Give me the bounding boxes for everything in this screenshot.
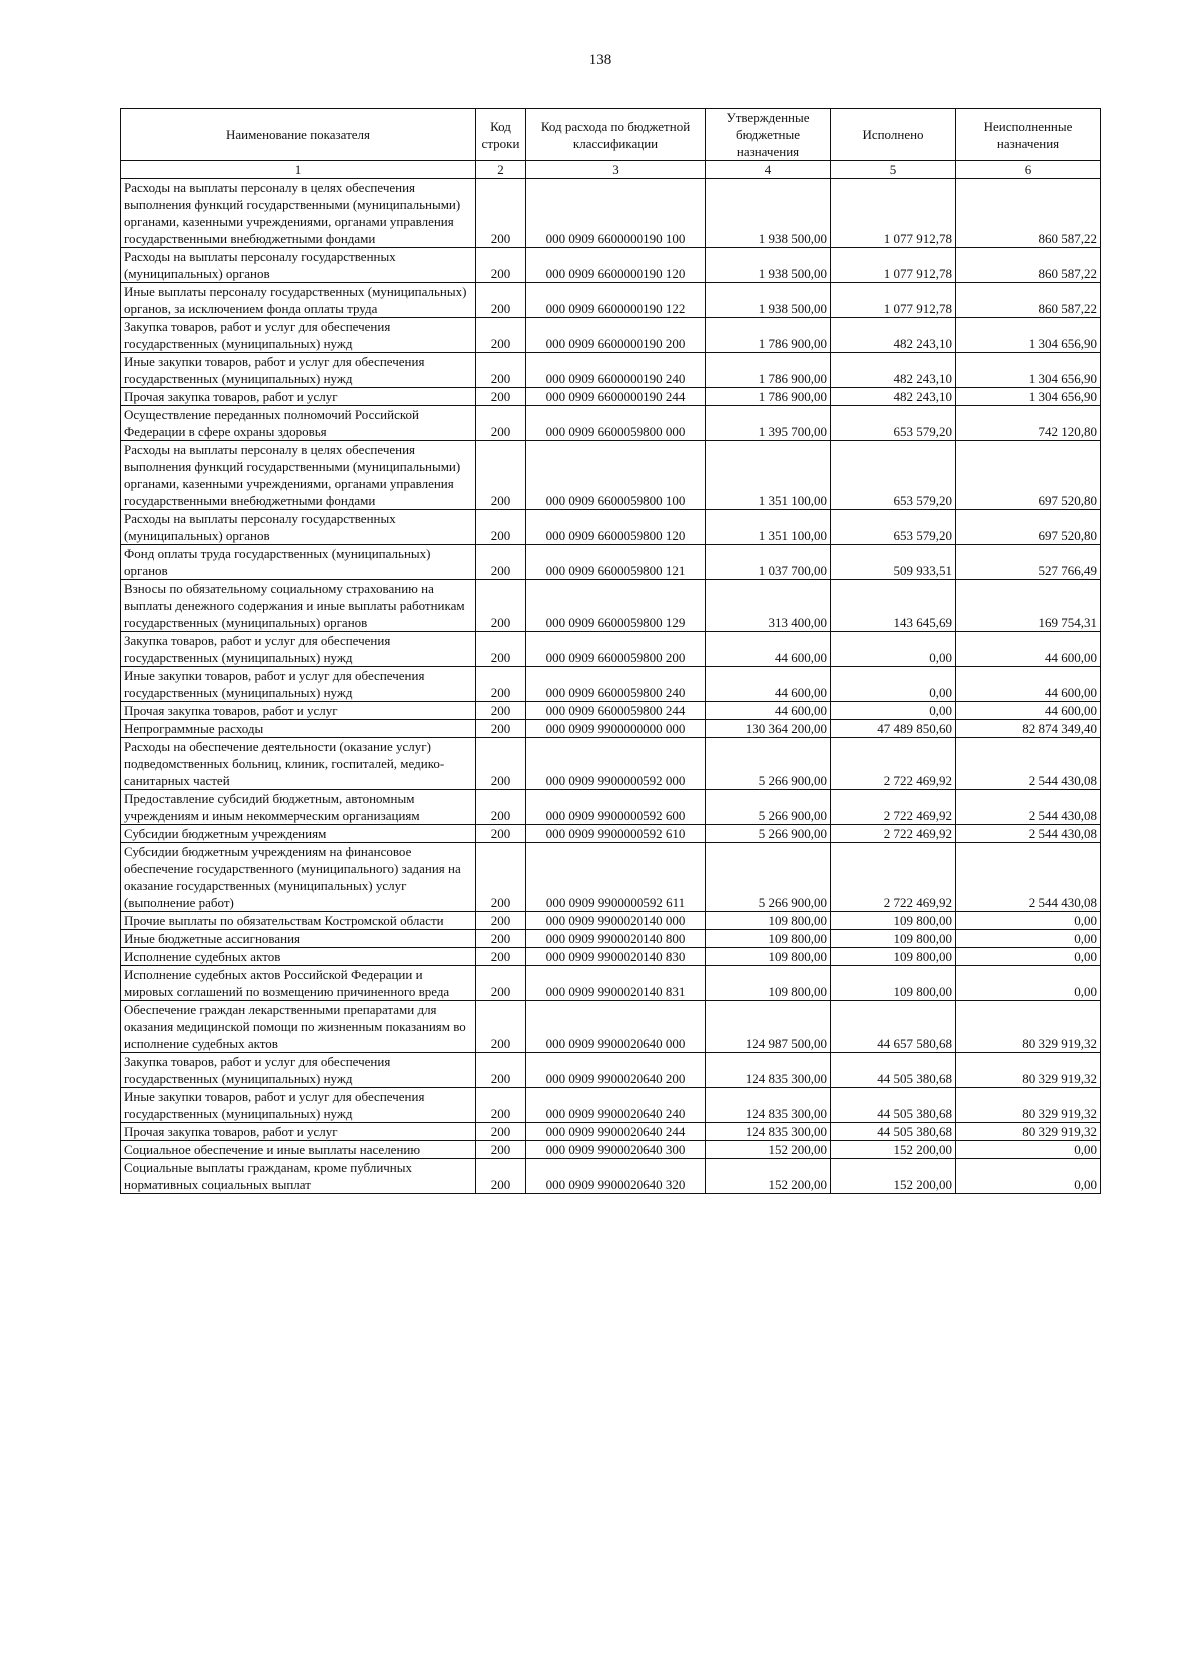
row-code: 200 xyxy=(476,702,526,720)
row-code: 200 xyxy=(476,388,526,406)
row-approved: 124 835 300,00 xyxy=(706,1123,831,1141)
row-name: Расходы на выплаты персоналу в целях обеспечения выполнения функций государственными (муниципальными) органами, казенными учреждениями, органами управления государственными внебюджетными фондами xyxy=(121,441,476,510)
row-name: Закупка товаров, работ и услуг для обеспечения государственных (муниципальных) нужд xyxy=(121,1053,476,1088)
table-row xyxy=(121,353,1101,388)
row-name: Прочие выплаты по обязательствам Костромской области xyxy=(121,912,476,930)
row-approved: 44 600,00 xyxy=(706,702,831,720)
row-unexecuted: 1 304 656,90 xyxy=(956,318,1101,353)
row-executed: 509 933,51 xyxy=(831,545,956,580)
row-expense-code: 000 0909 9900000592 600 xyxy=(526,790,706,825)
header-expense-code: Код расхода по бюджетной классификации xyxy=(526,109,706,161)
row-name: Субсидии бюджетным учреждениям на финансовое обеспечение государственного (муниципального) задания на оказание государственных (муниципальных) услуг (выполнение работ) xyxy=(121,843,476,912)
row-unexecuted: 0,00 xyxy=(956,912,1101,930)
row-executed: 44 657 580,68 xyxy=(831,1001,956,1053)
row-name: Расходы на выплаты персоналу государственных (муниципальных) органов xyxy=(121,510,476,545)
row-name: Прочая закупка товаров, работ и услуг xyxy=(121,388,476,406)
row-unexecuted: 44 600,00 xyxy=(956,667,1101,702)
row-name: Закупка товаров, работ и услуг для обеспечения государственных (муниципальных) нужд xyxy=(121,318,476,353)
table-row xyxy=(121,248,1101,283)
row-name: Исполнение судебных актов Российской Федерации и мировых соглашений по возмещению причиненного вреда xyxy=(121,966,476,1001)
row-code: 200 xyxy=(476,1001,526,1053)
row-unexecuted: 80 329 919,32 xyxy=(956,1088,1101,1123)
row-approved: 109 800,00 xyxy=(706,930,831,948)
row-approved: 109 800,00 xyxy=(706,948,831,966)
row-expense-code: 000 0909 6600059800 120 xyxy=(526,510,706,545)
row-executed: 152 200,00 xyxy=(831,1159,956,1194)
row-approved: 5 266 900,00 xyxy=(706,843,831,912)
row-approved: 44 600,00 xyxy=(706,667,831,702)
row-name: Обеспечение граждан лекарственными препаратами для оказания медицинской помощи по жизненным показаниям во исполнение судебных актов xyxy=(121,1001,476,1053)
table-row xyxy=(121,966,1101,1001)
table-row xyxy=(121,580,1101,632)
row-code: 200 xyxy=(476,790,526,825)
table-row xyxy=(121,720,1101,738)
table-row xyxy=(121,825,1101,843)
row-unexecuted: 44 600,00 xyxy=(956,632,1101,667)
row-expense-code: 000 0909 9900020140 000 xyxy=(526,912,706,930)
row-executed: 1 077 912,78 xyxy=(831,283,956,318)
row-code: 200 xyxy=(476,1159,526,1194)
row-unexecuted: 1 304 656,90 xyxy=(956,388,1101,406)
row-expense-code: 000 0909 6600000190 120 xyxy=(526,248,706,283)
table-row xyxy=(121,948,1101,966)
row-expense-code: 000 0909 6600000190 200 xyxy=(526,318,706,353)
row-code: 200 xyxy=(476,667,526,702)
row-code: 200 xyxy=(476,825,526,843)
row-code: 200 xyxy=(476,248,526,283)
row-name: Осуществление переданных полномочий Российской Федерации в сфере охраны здоровья xyxy=(121,406,476,441)
row-name: Расходы на выплаты персоналу государственных (муниципальных) органов xyxy=(121,248,476,283)
row-unexecuted: 860 587,22 xyxy=(956,179,1101,248)
row-code: 200 xyxy=(476,966,526,1001)
row-code: 200 xyxy=(476,318,526,353)
row-name: Закупка товаров, работ и услуг для обеспечения государственных (муниципальных) нужд xyxy=(121,632,476,667)
row-approved: 5 266 900,00 xyxy=(706,790,831,825)
table-row xyxy=(121,510,1101,545)
row-unexecuted: 80 329 919,32 xyxy=(956,1001,1101,1053)
row-executed: 44 505 380,68 xyxy=(831,1123,956,1141)
row-name: Иные закупки товаров, работ и услуг для обеспечения государственных (муниципальных) нужд xyxy=(121,667,476,702)
row-approved: 109 800,00 xyxy=(706,912,831,930)
header-row xyxy=(121,109,1101,161)
row-unexecuted: 860 587,22 xyxy=(956,248,1101,283)
row-approved: 1 786 900,00 xyxy=(706,353,831,388)
row-executed: 47 489 850,60 xyxy=(831,720,956,738)
row-expense-code: 000 0909 9900000592 000 xyxy=(526,738,706,790)
row-code: 200 xyxy=(476,1053,526,1088)
row-code: 200 xyxy=(476,843,526,912)
row-expense-code: 000 0909 9900020640 244 xyxy=(526,1123,706,1141)
table-row xyxy=(121,1053,1101,1088)
row-expense-code: 000 0909 6600000190 100 xyxy=(526,179,706,248)
row-unexecuted: 0,00 xyxy=(956,966,1101,1001)
row-expense-code: 000 0909 6600059800 000 xyxy=(526,406,706,441)
row-unexecuted: 80 329 919,32 xyxy=(956,1123,1101,1141)
row-approved: 1 351 100,00 xyxy=(706,510,831,545)
row-expense-code: 000 0909 9900020140 800 xyxy=(526,930,706,948)
row-executed: 0,00 xyxy=(831,702,956,720)
row-unexecuted: 0,00 xyxy=(956,930,1101,948)
row-name: Прочая закупка товаров, работ и услуг xyxy=(121,1123,476,1141)
row-code: 200 xyxy=(476,510,526,545)
row-expense-code: 000 0909 9900000592 611 xyxy=(526,843,706,912)
row-code: 200 xyxy=(476,406,526,441)
row-name: Социальное обеспечение и иные выплаты населению xyxy=(121,1141,476,1159)
row-expense-code: 000 0909 9900020640 300 xyxy=(526,1141,706,1159)
row-code: 200 xyxy=(476,580,526,632)
row-code: 200 xyxy=(476,738,526,790)
row-code: 200 xyxy=(476,1141,526,1159)
row-expense-code: 000 0909 9900020140 831 xyxy=(526,966,706,1001)
row-unexecuted: 697 520,80 xyxy=(956,441,1101,510)
row-expense-code: 000 0909 6600059800 129 xyxy=(526,580,706,632)
row-unexecuted: 697 520,80 xyxy=(956,510,1101,545)
row-executed: 1 077 912,78 xyxy=(831,248,956,283)
row-expense-code: 000 0909 6600059800 200 xyxy=(526,632,706,667)
row-unexecuted: 2 544 430,08 xyxy=(956,825,1101,843)
row-unexecuted: 2 544 430,08 xyxy=(956,843,1101,912)
row-executed: 109 800,00 xyxy=(831,966,956,1001)
row-unexecuted: 0,00 xyxy=(956,1159,1101,1194)
row-unexecuted: 169 754,31 xyxy=(956,580,1101,632)
row-approved: 124 835 300,00 xyxy=(706,1088,831,1123)
column-number: 5 xyxy=(831,161,956,179)
row-code: 200 xyxy=(476,441,526,510)
row-name: Прочая закупка товаров, работ и услуг xyxy=(121,702,476,720)
header-executed: Исполнено xyxy=(831,109,956,161)
row-approved: 124 835 300,00 xyxy=(706,1053,831,1088)
row-executed: 143 645,69 xyxy=(831,580,956,632)
table-row xyxy=(121,1088,1101,1123)
row-unexecuted: 2 544 430,08 xyxy=(956,790,1101,825)
row-name: Фонд оплаты труда государственных (муниципальных) органов xyxy=(121,545,476,580)
table-row xyxy=(121,1001,1101,1053)
table-row xyxy=(121,667,1101,702)
row-name: Иные закупки товаров, работ и услуг для обеспечения государственных (муниципальных) нужд xyxy=(121,353,476,388)
row-approved: 109 800,00 xyxy=(706,966,831,1001)
row-name: Социальные выплаты гражданам, кроме публичных нормативных социальных выплат xyxy=(121,1159,476,1194)
row-executed: 2 722 469,92 xyxy=(831,738,956,790)
column-number: 4 xyxy=(706,161,831,179)
row-name: Предоставление субсидий бюджетным, автономным учреждениям и иным некоммерческим организациям xyxy=(121,790,476,825)
table-row xyxy=(121,1123,1101,1141)
row-expense-code: 000 0909 9900000000 000 xyxy=(526,720,706,738)
table-row xyxy=(121,406,1101,441)
table-row xyxy=(121,702,1101,720)
row-approved: 1 938 500,00 xyxy=(706,179,831,248)
row-code: 200 xyxy=(476,1123,526,1141)
row-executed: 2 722 469,92 xyxy=(831,843,956,912)
row-unexecuted: 82 874 349,40 xyxy=(956,720,1101,738)
table-row xyxy=(121,441,1101,510)
row-code: 200 xyxy=(476,632,526,667)
table-row xyxy=(121,1141,1101,1159)
row-expense-code: 000 0909 9900020640 320 xyxy=(526,1159,706,1194)
row-approved: 1 938 500,00 xyxy=(706,283,831,318)
row-executed: 109 800,00 xyxy=(831,912,956,930)
page-number: 138 xyxy=(588,52,612,68)
row-code: 200 xyxy=(476,545,526,580)
row-name: Расходы на выплаты персоналу в целях обеспечения выполнения функций государственными (муниципальными) органами, казенными учреждениями, органами управления государственными внебюджетными фондами xyxy=(121,179,476,248)
row-code: 200 xyxy=(476,353,526,388)
row-unexecuted: 0,00 xyxy=(956,1141,1101,1159)
column-numbers-row xyxy=(121,161,1101,179)
row-approved: 130 364 200,00 xyxy=(706,720,831,738)
row-approved: 313 400,00 xyxy=(706,580,831,632)
column-number: 1 xyxy=(121,161,476,179)
row-executed: 44 505 380,68 xyxy=(831,1088,956,1123)
row-unexecuted: 860 587,22 xyxy=(956,283,1101,318)
row-name: Иные бюджетные ассигнования xyxy=(121,930,476,948)
row-unexecuted: 0,00 xyxy=(956,948,1101,966)
table-body xyxy=(121,179,1101,1194)
row-executed: 653 579,20 xyxy=(831,510,956,545)
row-expense-code: 000 0909 6600059800 244 xyxy=(526,702,706,720)
header-name: Наименование показателя xyxy=(121,109,476,161)
row-code: 200 xyxy=(476,720,526,738)
row-unexecuted: 742 120,80 xyxy=(956,406,1101,441)
row-executed: 482 243,10 xyxy=(831,388,956,406)
row-unexecuted: 2 544 430,08 xyxy=(956,738,1101,790)
table-row xyxy=(121,283,1101,318)
table-row xyxy=(121,912,1101,930)
row-approved: 1 938 500,00 xyxy=(706,248,831,283)
table-row xyxy=(121,632,1101,667)
row-expense-code: 000 0909 6600000190 240 xyxy=(526,353,706,388)
row-approved: 152 200,00 xyxy=(706,1159,831,1194)
row-approved: 5 266 900,00 xyxy=(706,738,831,790)
row-approved: 5 266 900,00 xyxy=(706,825,831,843)
table-row xyxy=(121,388,1101,406)
row-unexecuted: 80 329 919,32 xyxy=(956,1053,1101,1088)
row-executed: 2 722 469,92 xyxy=(831,790,956,825)
row-approved: 1 351 100,00 xyxy=(706,441,831,510)
row-expense-code: 000 0909 9900020140 830 xyxy=(526,948,706,966)
row-expense-code: 000 0909 6600059800 100 xyxy=(526,441,706,510)
row-executed: 152 200,00 xyxy=(831,1141,956,1159)
row-approved: 44 600,00 xyxy=(706,632,831,667)
table-row xyxy=(121,318,1101,353)
row-approved: 1 037 700,00 xyxy=(706,545,831,580)
row-unexecuted: 527 766,49 xyxy=(956,545,1101,580)
row-code: 200 xyxy=(476,948,526,966)
row-executed: 482 243,10 xyxy=(831,318,956,353)
row-code: 200 xyxy=(476,912,526,930)
table-row xyxy=(121,930,1101,948)
row-expense-code: 000 0909 9900000592 610 xyxy=(526,825,706,843)
row-approved: 1 786 900,00 xyxy=(706,388,831,406)
row-executed: 1 077 912,78 xyxy=(831,179,956,248)
row-approved: 124 987 500,00 xyxy=(706,1001,831,1053)
row-name: Непрограммные расходы xyxy=(121,720,476,738)
column-number: 3 xyxy=(526,161,706,179)
header-row-code: Код строки xyxy=(476,109,526,161)
header-approved: Утвержденные бюджетные назначения xyxy=(706,109,831,161)
column-number: 2 xyxy=(476,161,526,179)
row-name: Иные выплаты персоналу государственных (муниципальных) органов, за исключением фонда оплаты труда xyxy=(121,283,476,318)
row-expense-code: 000 0909 9900020640 240 xyxy=(526,1088,706,1123)
row-expense-code: 000 0909 6600000190 122 xyxy=(526,283,706,318)
row-executed: 109 800,00 xyxy=(831,930,956,948)
row-code: 200 xyxy=(476,179,526,248)
row-expense-code: 000 0909 9900020640 000 xyxy=(526,1001,706,1053)
table-row xyxy=(121,790,1101,825)
budget-execution-table xyxy=(120,108,1101,1194)
row-code: 200 xyxy=(476,1088,526,1123)
row-executed: 2 722 469,92 xyxy=(831,825,956,843)
row-executed: 482 243,10 xyxy=(831,353,956,388)
row-name: Исполнение судебных актов xyxy=(121,948,476,966)
row-name: Субсидии бюджетным учреждениям xyxy=(121,825,476,843)
row-unexecuted: 1 304 656,90 xyxy=(956,353,1101,388)
table-row xyxy=(121,1159,1101,1194)
row-unexecuted: 44 600,00 xyxy=(956,702,1101,720)
row-executed: 44 505 380,68 xyxy=(831,1053,956,1088)
row-approved: 1 395 700,00 xyxy=(706,406,831,441)
row-code: 200 xyxy=(476,283,526,318)
table-row xyxy=(121,843,1101,912)
row-name: Расходы на обеспечение деятельности (оказание услуг) подведомственных больниц, клиник, госпиталей, медико-санитарных частей xyxy=(121,738,476,790)
row-executed: 0,00 xyxy=(831,667,956,702)
header-unexecuted: Неисполненные назначения xyxy=(956,109,1101,161)
row-code: 200 xyxy=(476,930,526,948)
row-expense-code: 000 0909 6600000190 244 xyxy=(526,388,706,406)
table-row xyxy=(121,738,1101,790)
row-executed: 653 579,20 xyxy=(831,406,956,441)
table-row xyxy=(121,545,1101,580)
row-expense-code: 000 0909 6600059800 121 xyxy=(526,545,706,580)
row-approved: 152 200,00 xyxy=(706,1141,831,1159)
row-executed: 0,00 xyxy=(831,632,956,667)
row-executed: 653 579,20 xyxy=(831,441,956,510)
row-name: Иные закупки товаров, работ и услуг для обеспечения государственных (муниципальных) нужд xyxy=(121,1088,476,1123)
table-row xyxy=(121,179,1101,248)
row-expense-code: 000 0909 9900020640 200 xyxy=(526,1053,706,1088)
row-executed: 109 800,00 xyxy=(831,948,956,966)
column-number: 6 xyxy=(956,161,1101,179)
row-name: Взносы по обязательному социальному страхованию на выплаты денежного содержания и иные выплаты работникам государственных (муниципальных) органов xyxy=(121,580,476,632)
row-approved: 1 786 900,00 xyxy=(706,318,831,353)
row-expense-code: 000 0909 6600059800 240 xyxy=(526,667,706,702)
